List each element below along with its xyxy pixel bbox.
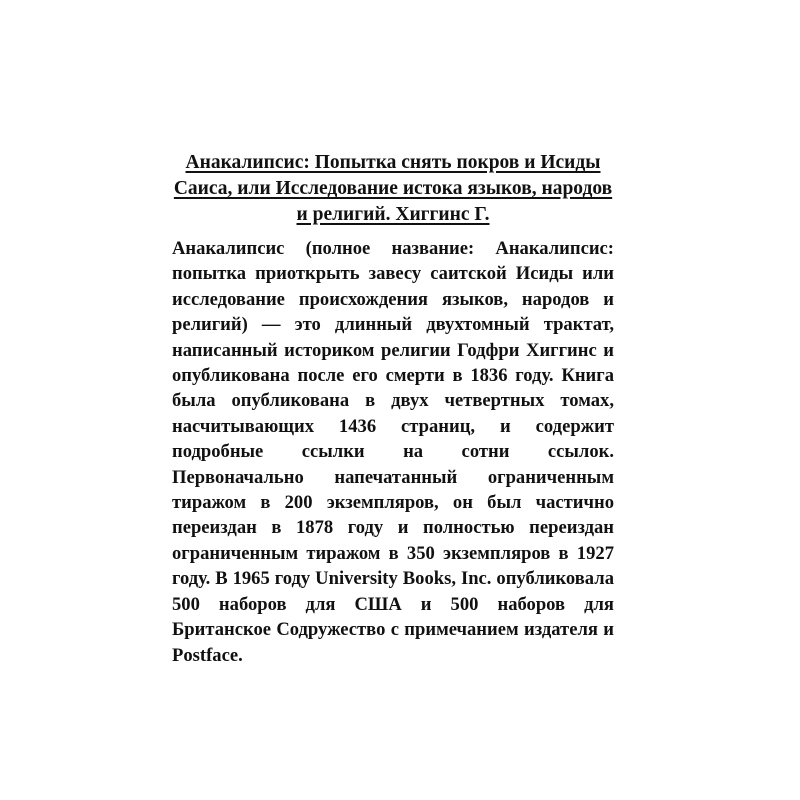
document-title: Анакалипсис: Попытка снять покров и Исиды Саиса, или Исследование истока языков, народов и религий. Хиггинс Г. <box>173 152 613 225</box>
document-body: Анакалипсис (полное название: Анакалипсис: попытка приоткрыть завесу саитской Исиды или исследование происхождения языков, народов и религий) — это длинный двухтомный трактат, написанный историком религии Годфри Хиггинс и опубликована после его смерти в 1836 году. Книга была опубликована в двух четвертных томах, насчитывающих 1436 страниц, и содержит подробные ссылки на сотни ссылок. Первоначально напечатанный ограниченным тиражом в 200 экземпляров, он был частично переиздан в 1878 году и полностью переиздан ограниченным тиражом в 350 экземпляров в 1927 году. В 1965 году University Books, Inc. опубликовала 500 наборов для США и 500 наборов для Британское Содружество с примечанием издателя и Postface. <box>172 238 614 666</box>
document-page <box>172 150 614 668</box>
